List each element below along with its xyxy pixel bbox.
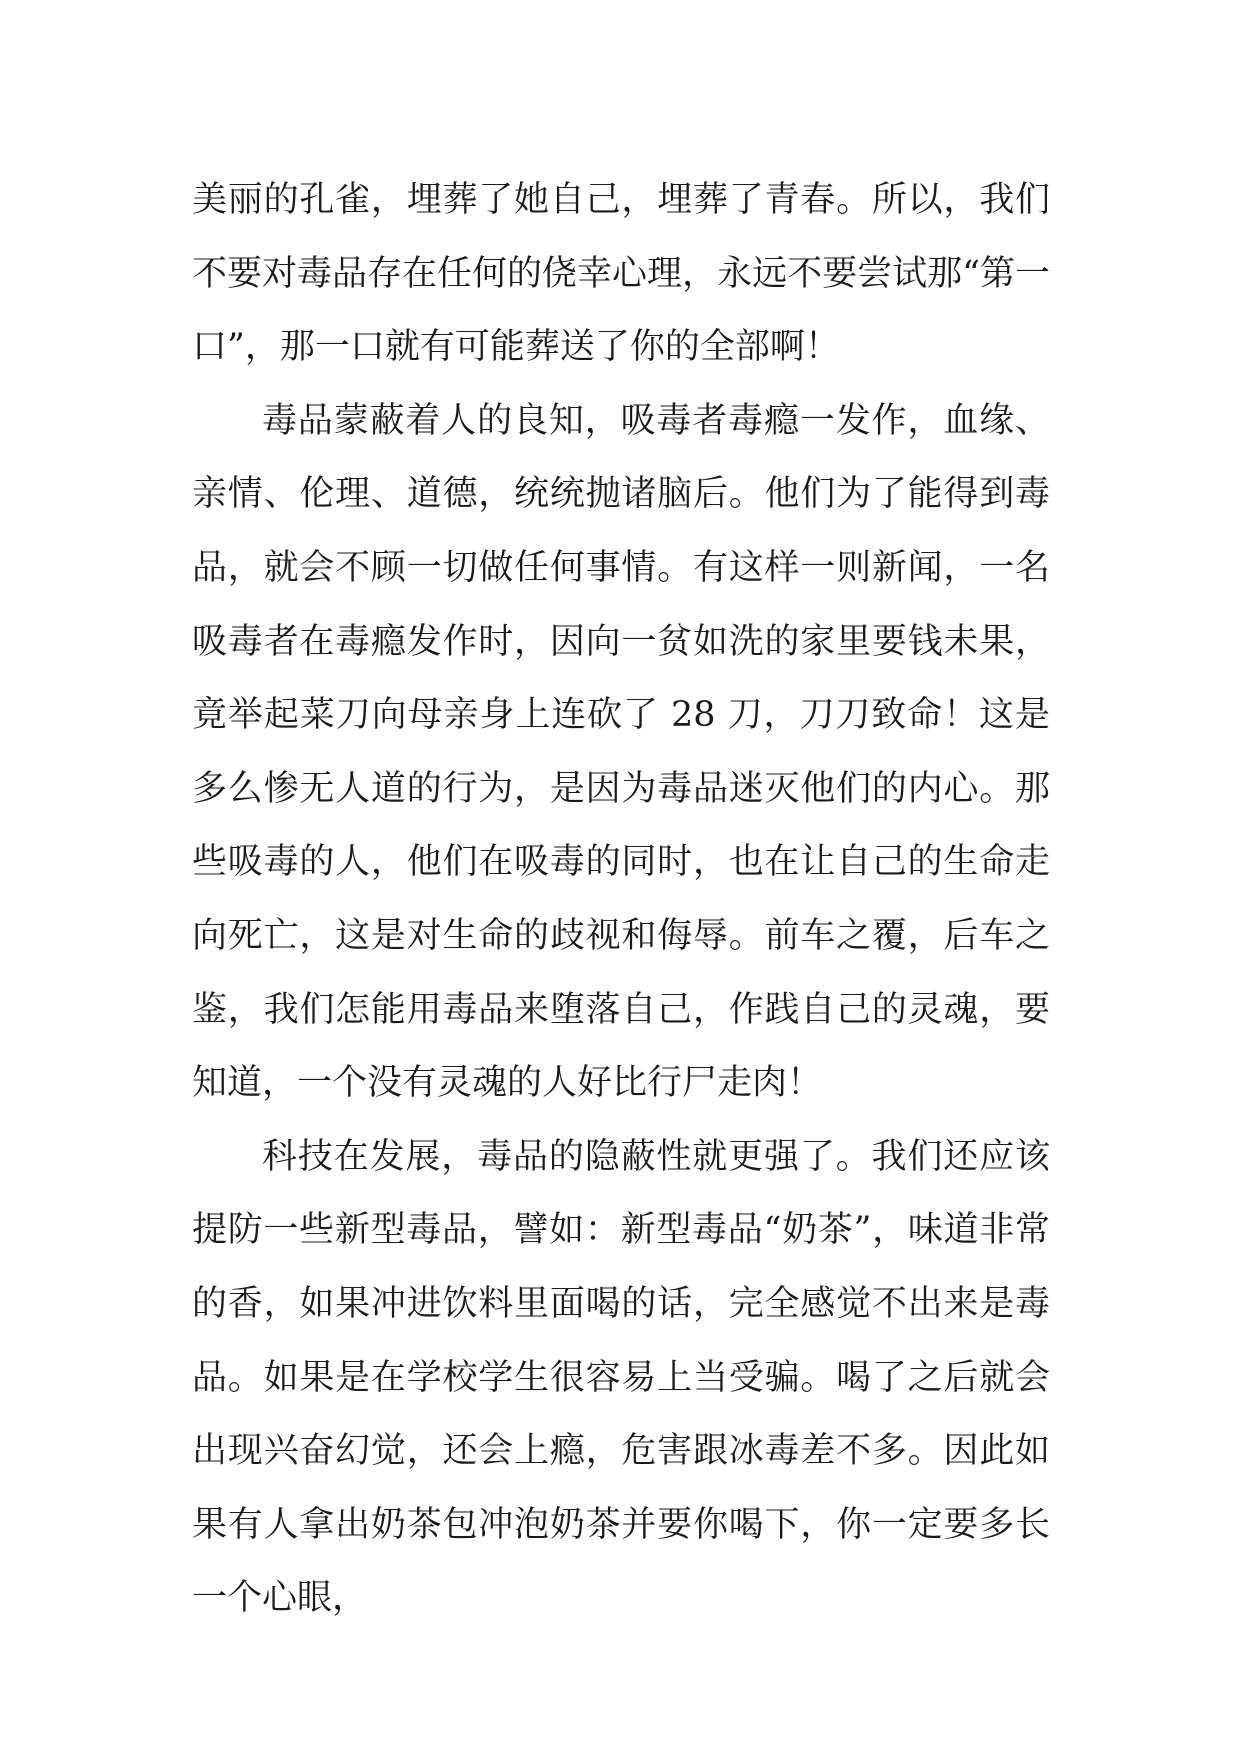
paragraph-2-line-10: 人好比行尸走肉！	[542, 1063, 823, 1104]
paragraph-2-line-5: 刀向母亲身上连砍了 28 刀，刀刀致命！这是多么惨无人道	[192, 695, 1050, 809]
paragraph-1-line-1: 美丽的孔雀，埋葬了她自己，埋葬了青春。所以，我们不	[192, 180, 1050, 294]
paragraph-2	[192, 385, 1050, 1121]
paragraph-3-line-4: 如果是在学校学生很容易上当受骗。喝了之后就会出现兴	[192, 1357, 1050, 1472]
paragraph-2-line-8: 命的歧视和侮辱。前车之覆，后车之鉴，我们怎能用毒品	[192, 915, 1050, 1030]
paragraph-2-line-1: 毒品蒙蔽着人的良知，吸毒者毒瘾一发作，血缘、亲	[192, 400, 1050, 515]
paragraph-3-line-1: 科技在发展，毒品的隐蔽性就更强了。我们还应该提	[192, 1136, 1050, 1251]
paragraph-2-line-3: 就会不顾一切做任何事情。有这样一则新闻，一名吸毒者	[192, 547, 1050, 662]
paragraph-2-line-7: 们在吸毒的同时，也在让自己的生命走向死亡，这是对生	[192, 842, 1050, 956]
paragraph-1-line-2: 要对毒品存在任何的侥幸心理，永远不要尝试那“第一	[227, 253, 1050, 294]
paragraph-2-line-2: 情、伦理、道德，统统抛诸脑后。他们为了能得到毒品，	[192, 474, 1050, 588]
document-body	[192, 164, 1050, 1636]
paragraph-1	[192, 164, 1050, 385]
paragraph-1-line-3: 口”，那一口就有可能葬送了你的全部啊！	[192, 327, 840, 368]
paragraph-3-line-2: 防一些新型毒品，譬如：新型毒品“奶茶”，味道非常的	[192, 1210, 1050, 1324]
paragraph-2-line-4: 在毒瘾发作时，因向一贫如洗的家里要钱未果，竟举起菜	[192, 621, 1050, 736]
paragraph-2-line-6: 的行为，是因为毒品迷灭他们的内心。那些吸毒的人，他	[192, 768, 1050, 883]
paragraph-3	[192, 1121, 1050, 1636]
paragraph-2-line-9: 来堕落自己，作践自己的灵魂，要知道，一个没有灵魂的	[192, 989, 1050, 1104]
paragraph-3-line-3: 香，如果冲进饮料里面喝的话，完全感觉不出来是毒品。	[192, 1283, 1050, 1398]
paragraph-3-line-5: 奋幻觉，还会上瘾，危害跟冰毒差不多。因此如果有人拿	[192, 1431, 1050, 1545]
paragraph-3-line-6: 出奶茶包冲泡奶茶并要你喝下，你一定要多长一个心眼，	[192, 1504, 1050, 1619]
